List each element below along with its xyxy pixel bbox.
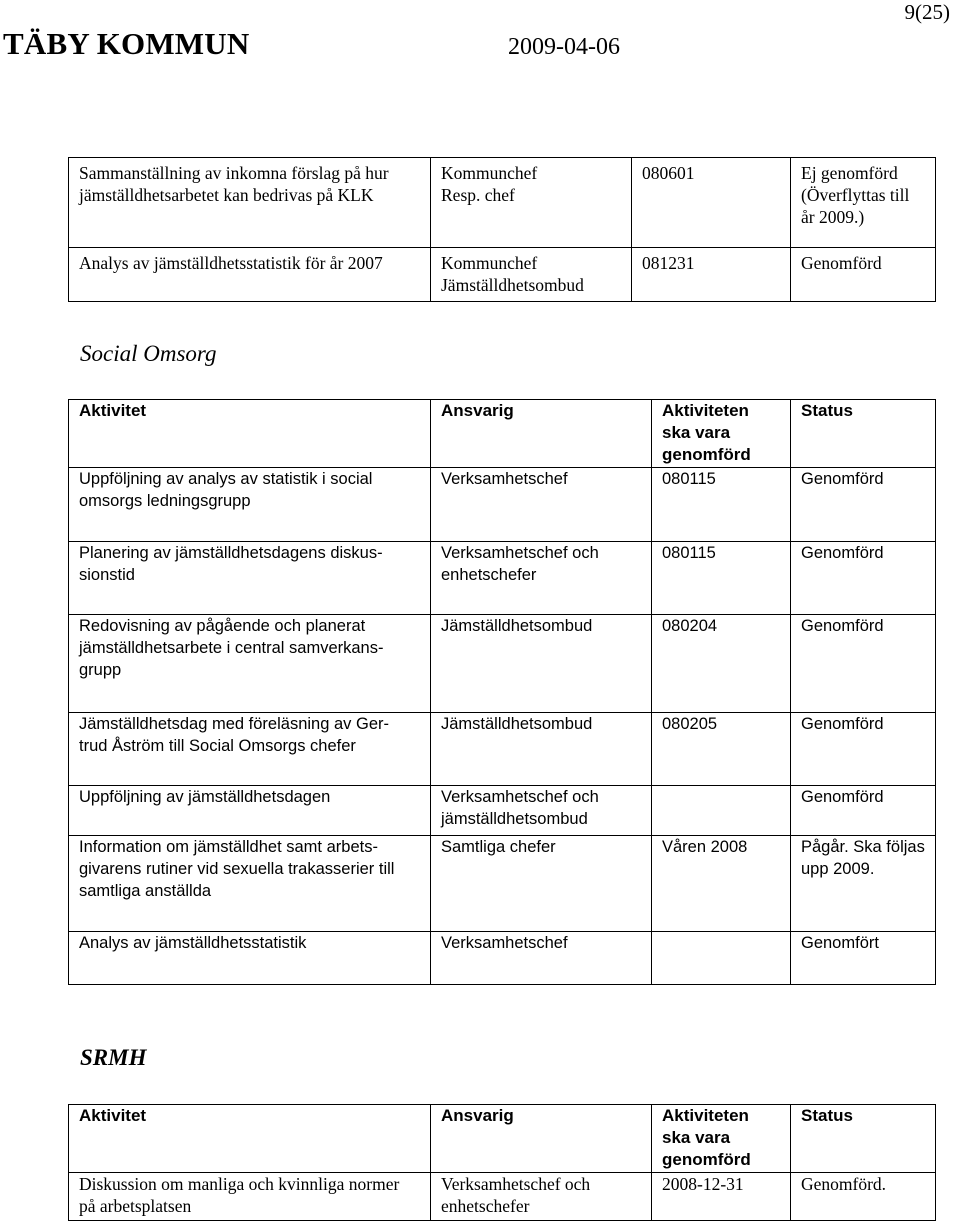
table-row (69, 468, 936, 542)
status-cell: Genomfört (791, 932, 936, 985)
table-header-row (69, 1105, 936, 1173)
activity-table-klk (68, 157, 936, 302)
status-cell: Ej genomförd (Överflyttas till år 2009.) (791, 158, 936, 248)
table-row (69, 248, 936, 302)
datum-cell: 081231 (632, 248, 791, 302)
header-ansvarig: Ansvarig (431, 1105, 652, 1173)
datum-cell: 080115 (652, 468, 791, 542)
status-cell: Genomförd (791, 468, 936, 542)
ansvarig-cell: Kommunchef Resp. chef (431, 158, 632, 248)
table-row (69, 713, 936, 786)
table-row (69, 836, 936, 932)
table-row (69, 786, 936, 836)
table-row (69, 158, 936, 248)
datum-cell: 080205 (652, 713, 791, 786)
aktivitet-cell: Redovisning av pågående och planerat jämställdhetsarbete i central samverkans- grupp (69, 615, 431, 713)
status-cell: Genomförd (791, 713, 936, 786)
datum-cell: 080204 (652, 615, 791, 713)
status-cell: Genomförd (791, 786, 936, 836)
table-row (69, 932, 936, 985)
status-cell: Genomförd (791, 542, 936, 615)
aktivitet-cell: Uppföljning av analys av statistik i social omsorgs ledningsgrupp (69, 468, 431, 542)
ansvarig-cell: Samtliga chefer (431, 836, 652, 932)
datum-cell: Våren 2008 (652, 836, 791, 932)
datum-cell: 080115 (652, 542, 791, 615)
table-header-row (69, 400, 936, 468)
datum-cell: 080601 (632, 158, 791, 248)
header-status: Status (791, 1105, 936, 1173)
ansvarig-cell: Jämställdhetsombud (431, 713, 652, 786)
ansvarig-cell: Kommunchef Jämställdhetsombud (431, 248, 632, 302)
aktivitet-cell: Diskussion om manliga och kvinnliga normer på arbetsplatsen (69, 1173, 431, 1221)
status-cell: Pågår. Ska följas upp 2009. (791, 836, 936, 932)
status-cell: Genomförd (791, 248, 936, 302)
page-number: 9(25) (904, 0, 950, 24)
datum-cell (652, 932, 791, 985)
table-row (69, 615, 936, 713)
ansvarig-cell: Jämställdhetsombud (431, 615, 652, 713)
document-date: 2009-04-06 (508, 34, 620, 60)
status-cell: Genomförd (791, 615, 936, 713)
aktivitet-cell: Uppföljning av jämställdhetsdagen (69, 786, 431, 836)
aktivitet-cell: Planering av jämställdhetsdagens diskus- sionstid (69, 542, 431, 615)
header-datum: Aktiviteten ska vara genomförd (652, 400, 791, 468)
table-row (69, 542, 936, 615)
datum-cell: 2008-12-31 (652, 1173, 791, 1221)
activity-table-social-omsorg (68, 399, 936, 985)
ansvarig-cell: Verksamhetschef och jämställdhetsombud (431, 786, 652, 836)
header-ansvarig: Ansvarig (431, 400, 652, 468)
header-datum: Aktiviteten ska vara genomförd (652, 1105, 791, 1173)
header-aktivitet: Aktivitet (69, 1105, 431, 1173)
aktivitet-cell: Analys av jämställdhetsstatistik (69, 932, 431, 985)
table-row (69, 1173, 936, 1221)
section-title-social-omsorg: Social Omsorg (80, 341, 217, 366)
aktivitet-cell: Sammanställning av inkomna förslag på hur jämställdhetsarbetet kan bedrivas på KLK (69, 158, 431, 248)
section-title-srmh: SRMH (80, 1045, 147, 1070)
header-status: Status (791, 400, 936, 468)
ansvarig-cell: Verksamhetschef och enhetschefer (431, 542, 652, 615)
ansvarig-cell: Verksamhetschef (431, 932, 652, 985)
status-cell: Genomförd. (791, 1173, 936, 1221)
ansvarig-cell: Verksamhetschef (431, 468, 652, 542)
aktivitet-cell: Jämställdhetsdag med föreläsning av Ger- trud Åström till Social Omsorgs chefer (69, 713, 431, 786)
aktivitet-cell: Information om jämställdhet samt arbets- givarens rutiner vid sexuella trakasserier till samtliga anställda (69, 836, 431, 932)
datum-cell (652, 786, 791, 836)
aktivitet-cell: Analys av jämställdhetsstatistik för år 2007 (69, 248, 431, 302)
header-aktivitet: Aktivitet (69, 400, 431, 468)
activity-table-srmh (68, 1104, 936, 1221)
organization-name: TÄBY KOMMUN (3, 26, 250, 61)
ansvarig-cell: Verksamhetschef och enhetschefer (431, 1173, 652, 1221)
